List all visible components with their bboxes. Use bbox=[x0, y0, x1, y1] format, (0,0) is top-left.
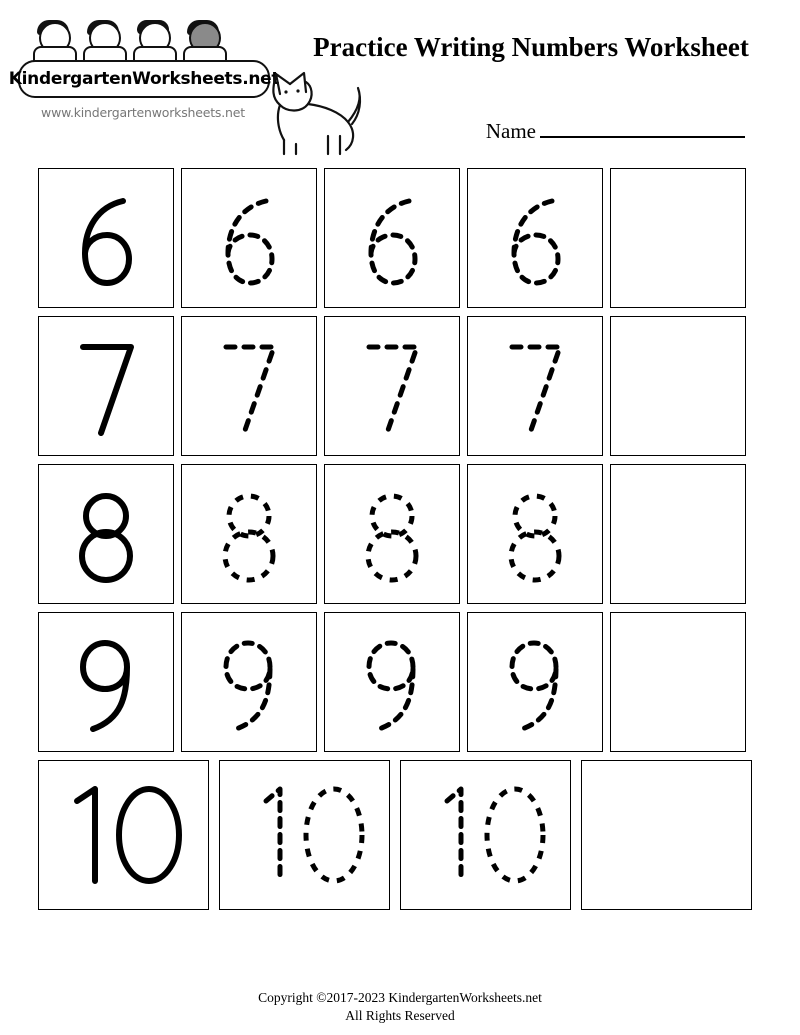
rights-text: All Rights Reserved bbox=[345, 1007, 455, 1023]
name-field[interactable] bbox=[486, 118, 745, 144]
digit-10-solid bbox=[39, 761, 208, 909]
copyright-text: Copyright ©2017-2023 KindergartenWorksheets.net bbox=[258, 989, 542, 1005]
logo-text: KindergartenWorksheets.net bbox=[8, 69, 280, 89]
practice-row-7 bbox=[38, 316, 762, 456]
page-title: Practice Writing Numbers Worksheet bbox=[313, 32, 749, 62]
digit-7-dashed bbox=[468, 317, 602, 455]
trace-cell-7[interactable] bbox=[324, 316, 460, 456]
trace-cell-9[interactable] bbox=[181, 612, 317, 752]
blank-practice-cell[interactable] bbox=[581, 760, 752, 910]
digit-6-dashed bbox=[182, 169, 316, 307]
practice-row-9 bbox=[38, 612, 762, 752]
practice-row-10 bbox=[38, 760, 762, 910]
digit-9-dashed bbox=[182, 613, 316, 751]
kid-figure bbox=[30, 20, 76, 64]
digit-9-dashed bbox=[325, 613, 459, 751]
digit-7-solid bbox=[39, 317, 173, 455]
model-cell-9 bbox=[38, 612, 174, 752]
digit-8-dashed bbox=[325, 465, 459, 603]
blank-practice-cell[interactable] bbox=[610, 168, 746, 308]
digit-10-dashed bbox=[401, 761, 570, 909]
digit-10-dashed bbox=[220, 761, 389, 909]
trace-cell-10[interactable] bbox=[219, 760, 390, 910]
digit-8-solid bbox=[39, 465, 173, 603]
site-logo[interactable] bbox=[8, 18, 280, 120]
trace-cell-9[interactable] bbox=[324, 612, 460, 752]
trace-cell-6[interactable] bbox=[181, 168, 317, 308]
blank-practice-cell[interactable] bbox=[610, 464, 746, 604]
practice-grid bbox=[38, 168, 762, 918]
trace-cell-10[interactable] bbox=[400, 760, 571, 910]
logo-pill bbox=[8, 60, 280, 98]
model-cell-8 bbox=[38, 464, 174, 604]
blank-practice-cell[interactable] bbox=[610, 612, 746, 752]
digit-9-solid bbox=[39, 613, 173, 751]
model-cell-6 bbox=[38, 168, 174, 308]
digit-7-dashed bbox=[325, 317, 459, 455]
name-blank-line[interactable] bbox=[540, 118, 745, 138]
practice-row-6 bbox=[38, 168, 762, 308]
digit-6-solid bbox=[39, 169, 173, 307]
trace-cell-9[interactable] bbox=[467, 612, 603, 752]
kid-figure bbox=[130, 20, 176, 64]
kids-group-icon bbox=[30, 18, 262, 64]
trace-cell-8[interactable] bbox=[181, 464, 317, 604]
trace-cell-8[interactable] bbox=[467, 464, 603, 604]
digit-8-dashed bbox=[468, 465, 602, 603]
digit-7-dashed bbox=[182, 317, 316, 455]
trace-cell-6[interactable] bbox=[467, 168, 603, 308]
trace-cell-7[interactable] bbox=[467, 316, 603, 456]
page-header bbox=[0, 0, 800, 160]
kid-figure bbox=[180, 20, 226, 64]
digit-9-dashed bbox=[468, 613, 602, 751]
trace-cell-8[interactable] bbox=[324, 464, 460, 604]
model-cell-10 bbox=[38, 760, 209, 910]
digit-8-dashed bbox=[182, 465, 316, 603]
blank-practice-cell[interactable] bbox=[610, 316, 746, 456]
name-label: Name bbox=[485, 119, 536, 143]
logo-url: www.kindergartenworksheets.net bbox=[41, 105, 245, 120]
digit-6-dashed bbox=[468, 169, 602, 307]
trace-cell-7[interactable] bbox=[181, 316, 317, 456]
digit-6-dashed bbox=[325, 169, 459, 307]
practice-row-8 bbox=[38, 464, 762, 604]
cat-icon bbox=[262, 64, 372, 164]
trace-cell-6[interactable] bbox=[324, 168, 460, 308]
model-cell-7 bbox=[38, 316, 174, 456]
kid-figure bbox=[80, 20, 126, 64]
page-footer bbox=[0, 989, 800, 1025]
